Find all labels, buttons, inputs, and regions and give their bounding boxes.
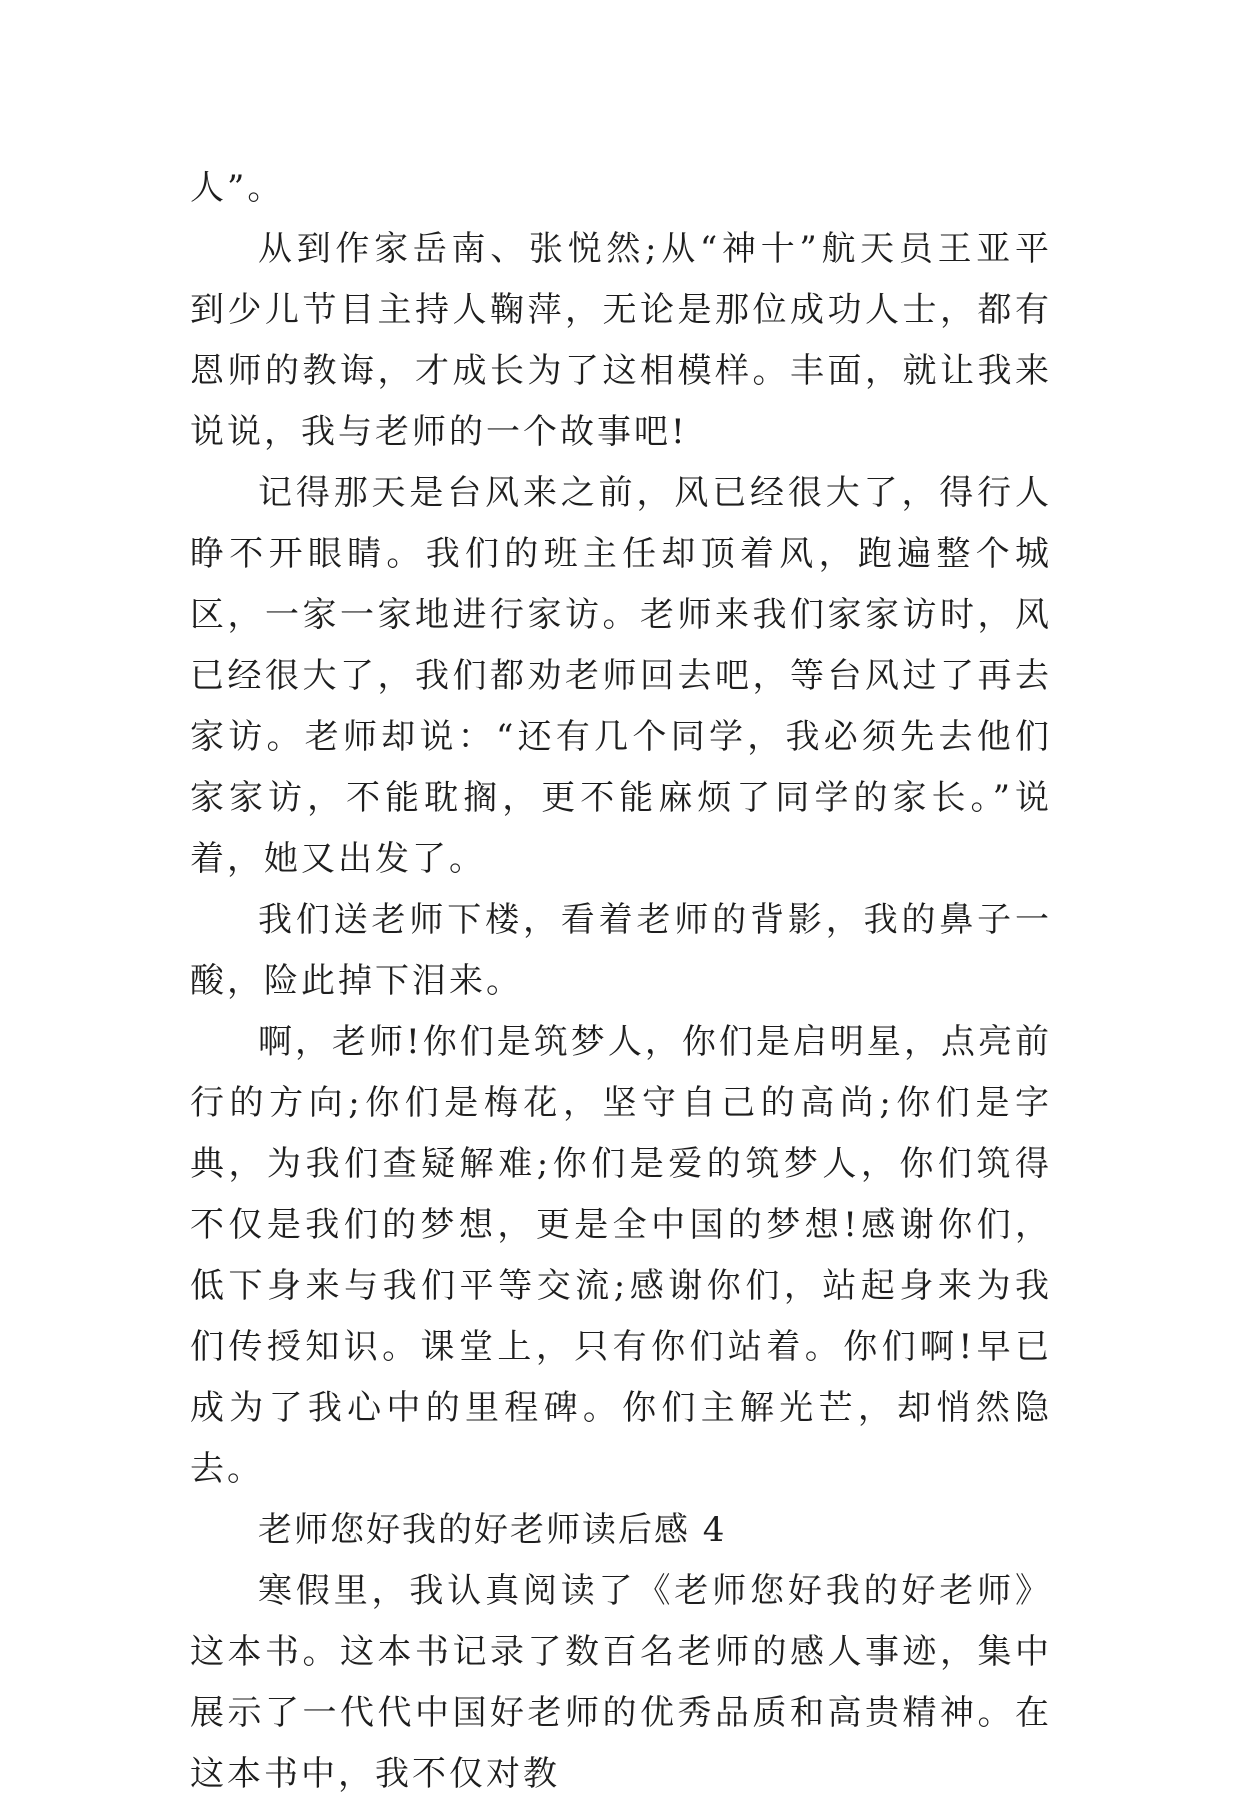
paragraph-1: 人”。: [190, 168, 285, 208]
paragraph-3: 记得那天是台风来之前，风已经很大了，得行人睁不开眼睛。我们的班主任却顶着风，跑遍整个城区，一家一家地进行家访。老师来我们家家访时，风已经很大了，我们都劝老师回去吧，等台风过了再去家访。老师却说：“还有几个同学，我必须先去他们家家访，不能耽搁，更不能麻烦了同学的家长。”说着，她又出发了。: [190, 473, 1052, 879]
paragraph-2: 从到作家岳南、张悦然;从“神十”航天员王亚平到少儿节目主持人鞠萍，无论是那位成功人士，都有恩师的教诲，才成长为了这相模样。丰面，就让我来说说，我与老师的一个故事吧!: [190, 229, 1052, 452]
section-heading: 老师您好我的好老师读后感 4: [258, 1510, 727, 1550]
paragraph-4: 我们送老师下楼，看着老师的背影，我的鼻子一酸，险此掉下泪来。: [190, 900, 1052, 1001]
paragraph-5: 啊，老师!你们是筑梦人，你们是启明星，点亮前行的方向;你们是梅花，坚守自己的高尚;你们是字典，为我们查疑解难;你们是爱的筑梦人，你们筑得不仅是我们的梦想，更是全中国的梦想!感谢你们，低下身来与我们平等交流;感谢你们，站起身来为我们传授知识。课堂上，只有你们站着。你们啊!早已成为了我心中的里程碑。你们主解光芒，却悄然隐去。: [190, 1022, 1052, 1489]
paragraph-6: 寒假里，我认真阅读了《老师您好我的好老师》这本书。这本书记录了数百名老师的感人事迹，集中展示了一代代中国好老师的优秀品质和高贵精神。在这本书中，我不仅对教: [190, 1571, 1052, 1794]
document-body: [190, 158, 1052, 1805]
